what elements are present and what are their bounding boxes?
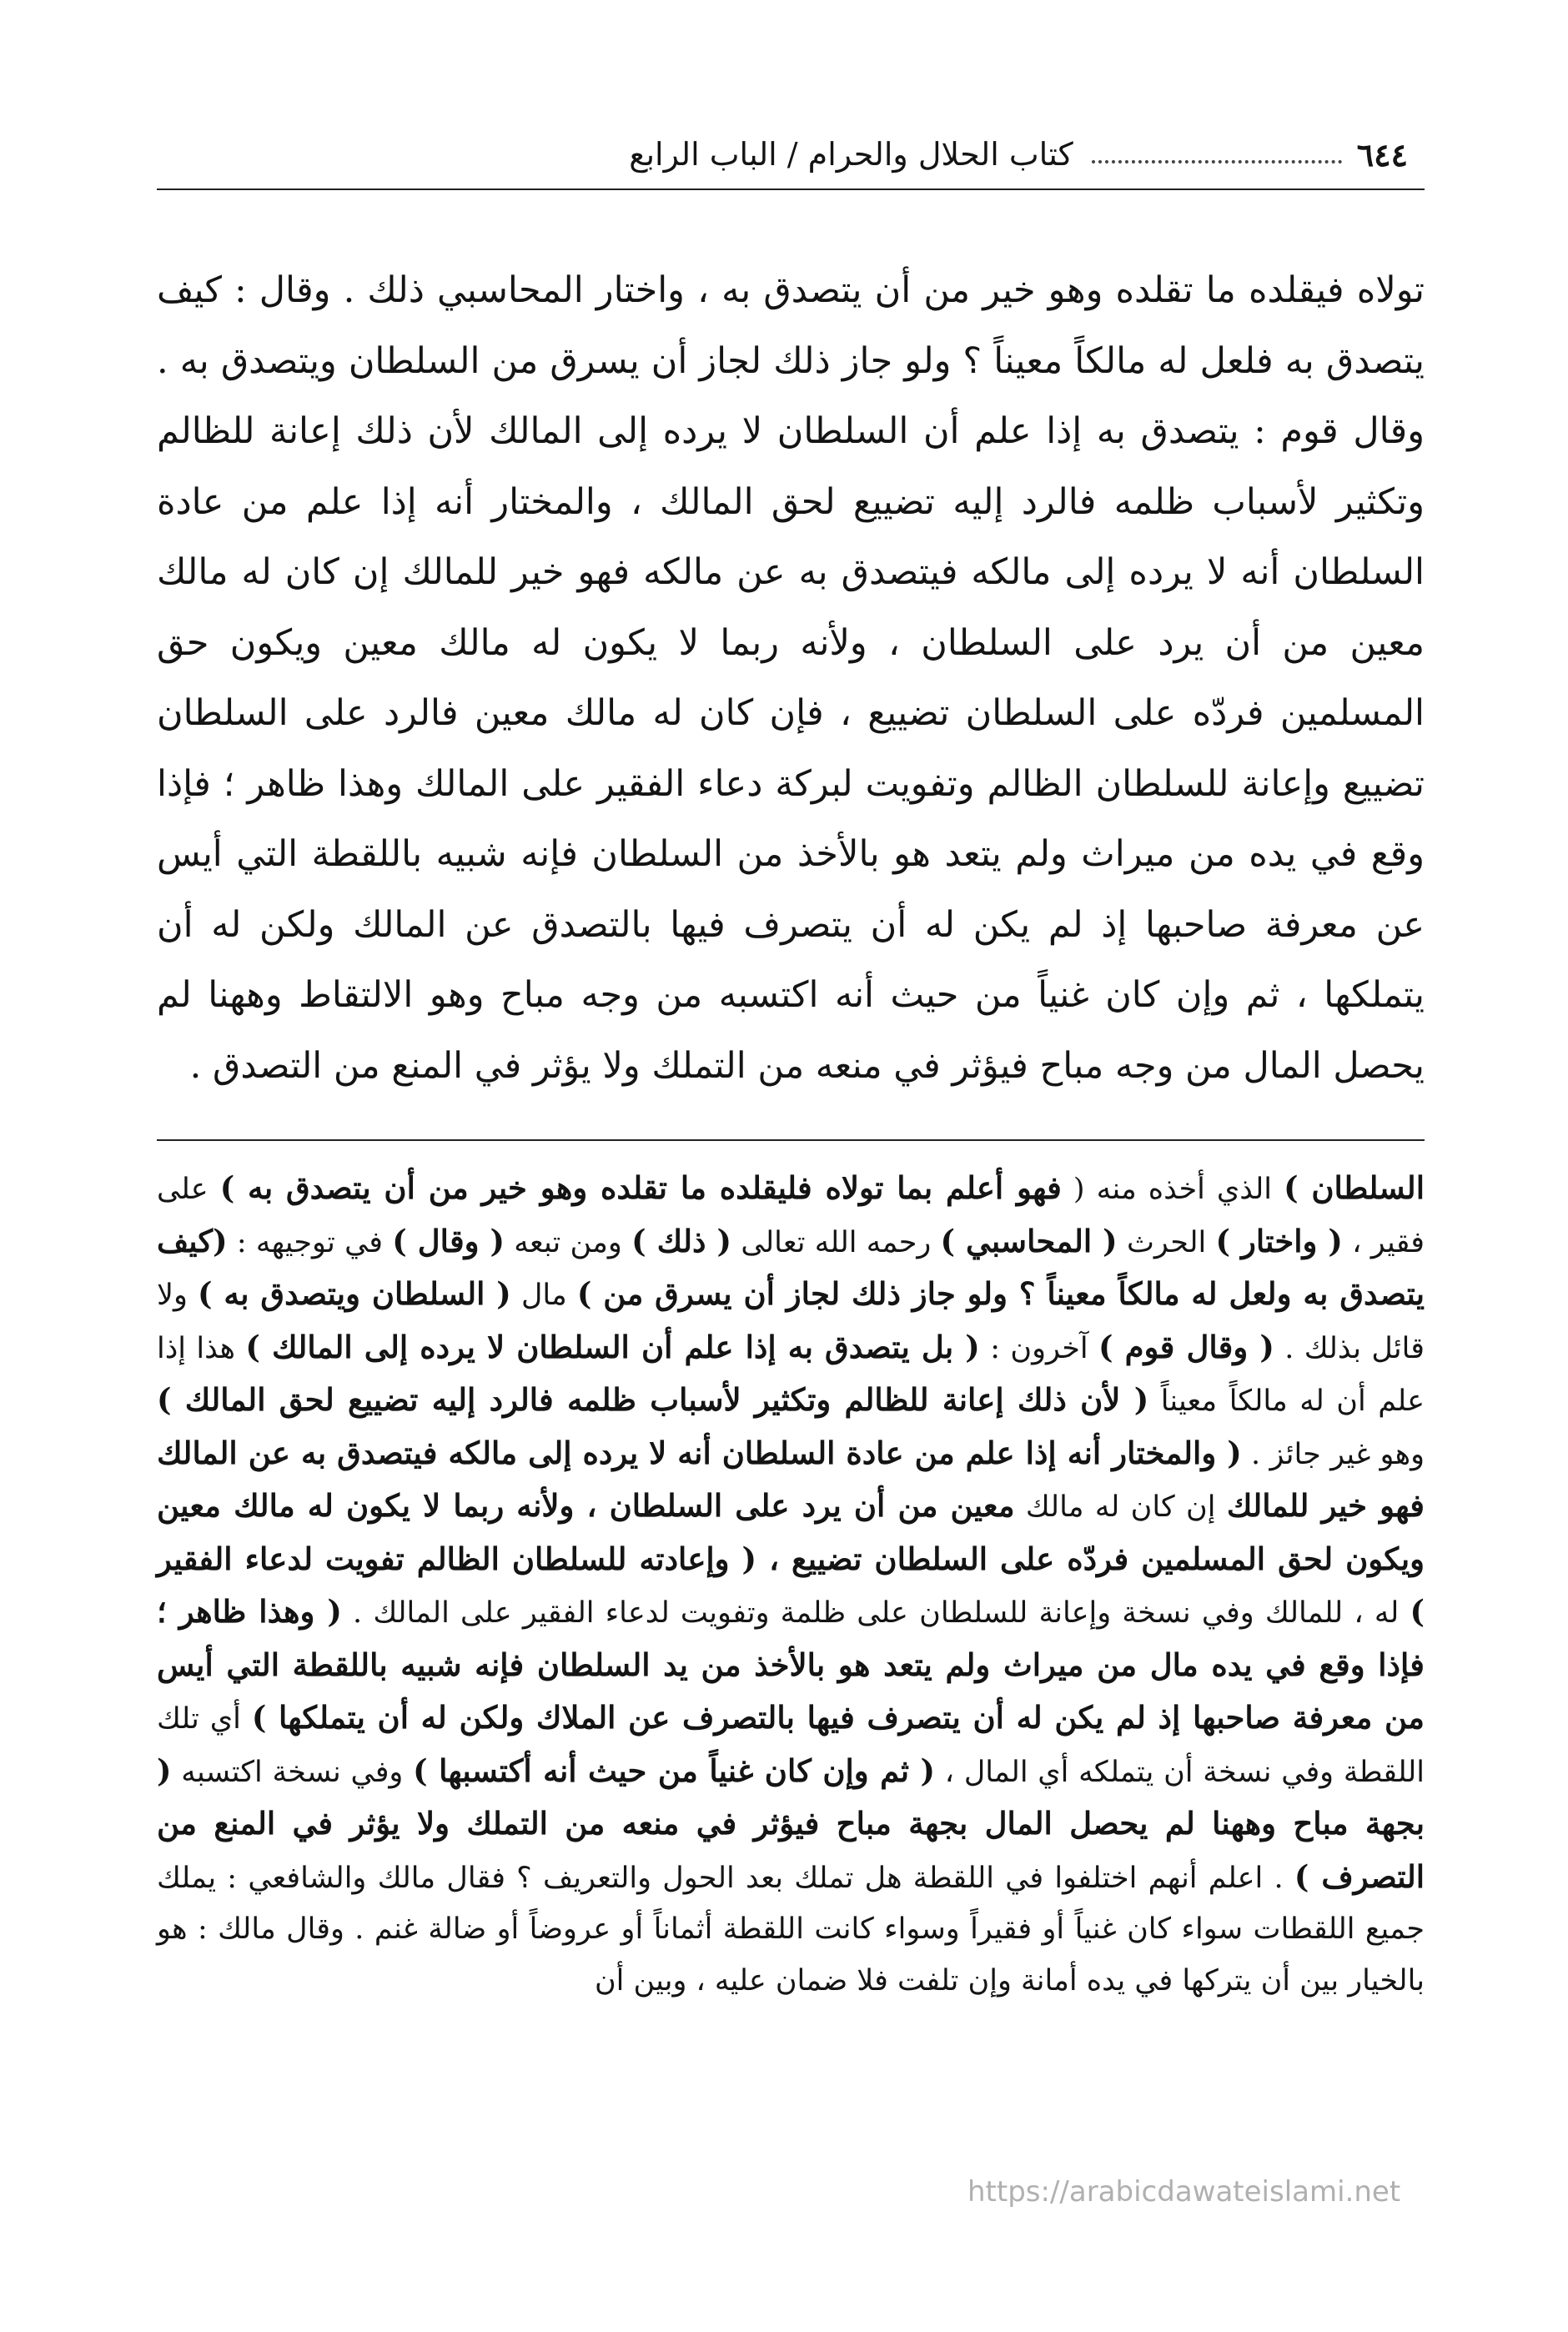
quoted-base-text: السلطان ) bbox=[1284, 1169, 1425, 1206]
commentary-text: للمالك وفي نسخة وإعانة للسلطان على ظلمة وتفويت لدعاء الفقير على المالك . bbox=[341, 1596, 1344, 1630]
quoted-base-text: ( وقال قوم ) bbox=[1098, 1328, 1274, 1365]
quoted-base-text: ( والمختار أنه إذا علم من عادة السلطان أنه لا يرده إلى مالكه فيتصدق به عن المالك فهو خير للمالك bbox=[157, 1434, 1425, 1524]
commentary-text: إن كان له مالك bbox=[1014, 1490, 1227, 1524]
commentary-block bbox=[157, 1163, 1425, 2007]
quoted-base-text: ( السلطان ويتصدق به ) bbox=[198, 1275, 511, 1312]
commentary-paragraph bbox=[157, 1163, 1425, 2007]
commentary-text: وهو غير جائز . bbox=[1241, 1437, 1425, 1471]
quoted-base-text: ( بل يتصدق به إذا علم أن السلطان لا يرده إلى المالك ) bbox=[245, 1328, 980, 1365]
quoted-base-text: ( ثم وإن كان غنياً من حيث أنه أكتسبها ) bbox=[413, 1752, 936, 1789]
commentary-text: على فقير ، bbox=[157, 1173, 1425, 1259]
commentary-text: ومن تبعه bbox=[505, 1225, 632, 1259]
commentary-text: الذي أخذه منه ( bbox=[1061, 1173, 1284, 1206]
commentary-text: وفي نسخة اكتسبه bbox=[171, 1755, 414, 1789]
quoted-base-text: معين من أن يرد على السلطان ، ولأنه ربما لا يكون له مالك معين ويكون لحق المسلمين فردّه على السلطان تضييع ، ( وإعادته للسلطان الظالم تفويت لدعاء الفقير ) bbox=[157, 1487, 1425, 1630]
page-header bbox=[157, 125, 1425, 190]
footnote-separator bbox=[157, 1139, 1425, 1141]
quoted-base-text: (كيف يتصدق به ولعل له مالكاً معيناً ؟ ولو جاز ذلك لجاز أن يسرق من ) bbox=[157, 1222, 1425, 1312]
commentary-text: الحرث bbox=[1117, 1225, 1216, 1259]
quoted-base-text: ( وهذا ظاهر ؛ فإذا وقع في يده مال من ميراث ولم يتعد هو بالأخذ من يد السلطان فإنه شبيه باللقطة التي أيس من معرفة صاحبها إذ لم يكن له أن يتصرف فيها بالتصرف عن الملاك ولكن له أن يتملكها ) bbox=[157, 1593, 1425, 1736]
quoted-base-text: ( لأن ذلك إعانة للظالم وتكثير لأسباب ظلمه فالرد إليه تضييع لحق المالك ) bbox=[157, 1381, 1149, 1418]
quoted-base-text: ( المحاسبي ) bbox=[940, 1222, 1118, 1259]
commentary-text: هذا إذا علم أن له مالكاً معيناً bbox=[157, 1331, 1425, 1418]
commentary-text: . اعلم أنهم اختلفوا في اللقطة هل تملك بعد الحول والتعريف ؟ فقال مالك والشافعي : يملك جميع اللقطات سواء كان غنياً أو فقيراً وسواء كانت اللقطة أثماناً أو عروضاً أو ضالة غنم . وقال مالك : هو بالخيار بين أن يتركها في يده أمانة وإن تلفت فلا ضمان عليه ، وبين أن bbox=[157, 1861, 1425, 1998]
commentary-text: في توجيهه : bbox=[227, 1225, 393, 1259]
book-page bbox=[157, 125, 1425, 2007]
commentary-text: مال bbox=[510, 1279, 577, 1312]
quoted-base-text: ( وقال ) bbox=[392, 1222, 505, 1259]
main-paragraph: تولاه فيقلده ما تقلده وهو خير من أن يتصدق به ، واختار المحاسبي ذلك . وقال : كيف يتصدق به فلعل له مالكاً معيناً ؟ ولو جاز ذلك لجاز أن يسرق من السلطان ويتصدق به . وقال قوم : يتصدق به إذا علم أن السلطان لا يرده إلى المالك لأن ذلك إعانة للظالم وتكثير لأسباب ظلمه فالرد إليه تضييع لحق المالك ، والمختار أنه إذا علم من عادة السلطان أنه لا يرده إلى مالكه فيتصدق به عن مالكه فهو خير للمالك إن كان له مالك معين من أن يرد على السلطان ، ولأنه ربما لا يكون له مالك معين ويكون حق المسلمين فردّه على السلطان تضييع ، فإن كان له مالك معين فالرد على السلطان تضييع وإعانة للسلطان الظالم وتفويت لبركة دعاء الفقير على المالك وهذا ظاهر ؛ فإذا وقع في يده من ميراث ولم يتعد هو بالأخذ من السلطان فإنه شبيه باللقطة التي أيس عن معرفة صاحبها إذ لم يكن له أن يتصرف فيها بالتصدق عن المالك ولكن له أن يتملكها ، ثم وإن كان غنياً من حيث أنه اكتسبه من وجه مباح وهو الالتقاط وههنا لم يحصل المال من وجه مباح فيؤثر في منعه من التملك ولا يؤثر في المنع من التصدق . bbox=[157, 269, 1425, 1087]
quoted-base-text: فهو أعلم بما تولاه فليقلده ما تقلده وهو خير من أن يتصدق به ) bbox=[219, 1169, 1062, 1206]
quoted-base-text: ( بجهة مباح وههنا لم يحصل المال بجهة مباح فيؤثر في منعه من التملك ولا يؤثر في المنع من التصرف ) bbox=[157, 1752, 1425, 1895]
commentary-text: له ، bbox=[1343, 1596, 1410, 1630]
commentary-text: أي تلك اللقطة وفي نسخة أن يتملكه أي المال ، bbox=[157, 1702, 1425, 1789]
commentary-text: ولا قائل بذلك . bbox=[157, 1279, 1425, 1365]
page-number: ٦٤٤ bbox=[1356, 135, 1408, 173]
quoted-base-text: ( واختار ) bbox=[1215, 1222, 1343, 1259]
commentary-text: رحمه الله تعالى bbox=[731, 1225, 941, 1259]
watermark-url: https://arabicdawateislami.net bbox=[967, 2175, 1401, 2209]
main-text-block bbox=[157, 255, 1425, 1101]
commentary-text: آخرون : bbox=[979, 1331, 1099, 1365]
running-title: كتاب الحلال والحرام / الباب الرابع bbox=[629, 136, 1073, 173]
header-dotted-leader bbox=[1092, 145, 1342, 163]
quoted-base-text: ( ذلك ) bbox=[631, 1222, 732, 1259]
